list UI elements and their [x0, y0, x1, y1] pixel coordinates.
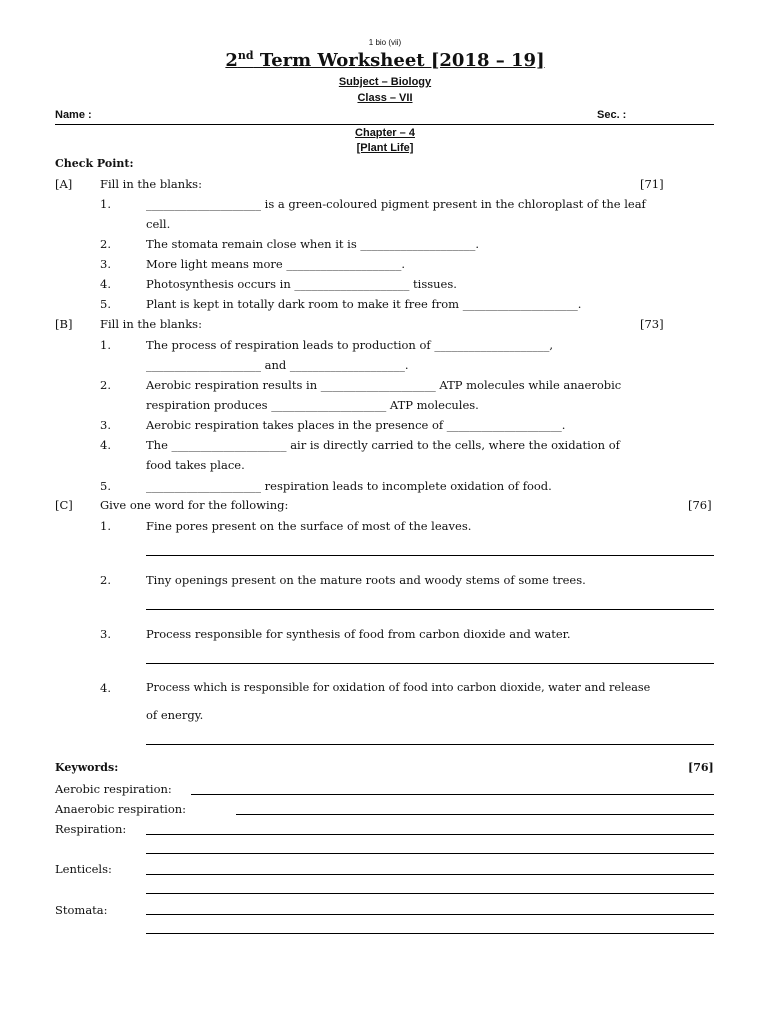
section-c-tag: [C] [55, 498, 73, 512]
list-item-text: More light means more ____________________. [146, 257, 406, 271]
answer-line [146, 933, 714, 934]
title-number: 2 [225, 50, 238, 71]
list-item-text: Plant is kept in totally dark room to make it free from ____________________. [146, 297, 582, 311]
section-b-tag: [B] [55, 317, 73, 331]
answer-line [146, 893, 714, 894]
answer-line [146, 555, 714, 556]
list-item-text: ____________________ respiration leads to incomplete oxidation of food. [146, 479, 552, 493]
list-item-text: Process responsible for synthesis of food from carbon dioxide and water. [146, 627, 571, 641]
page-title [0, 50, 770, 71]
list-item-number: 2. [100, 378, 111, 392]
keyword-respiration: Respiration: [55, 822, 127, 836]
list-item-number: 5. [100, 297, 111, 311]
list-item-text: Tiny openings present on the mature roots and woody stems of some trees. [146, 573, 586, 587]
header-divider [55, 124, 714, 125]
list-item-text: Process which is responsible for oxidation of food into carbon dioxide, water and release [146, 681, 651, 694]
keyword-lenticels: Lenticels: [55, 862, 112, 876]
list-item-text: respiration produces ____________________ ATP molecules. [146, 398, 479, 412]
list-item-text: cell. [146, 217, 171, 231]
list-item-number: 3. [100, 257, 111, 271]
list-item-text: Photosynthesis occurs in ____________________ tissues. [146, 277, 457, 291]
chapter-name: [Plant Life] [356, 142, 414, 154]
keyword-aerobic: Aerobic respiration: [55, 782, 172, 796]
list-item-text: food takes place. [146, 458, 245, 472]
list-item-text: Aerobic respiration takes places in the presence of ____________________. [146, 418, 566, 432]
keywords-heading: Keywords: [55, 761, 119, 774]
list-item-text: Fine pores present on the surface of most of the leaves. [146, 519, 472, 533]
answer-line [146, 874, 714, 875]
answer-line [146, 914, 714, 915]
section-a-marks: [71] [640, 177, 664, 191]
list-item-text: The ____________________ air is directly carried to the cells, where the oxidation of [146, 438, 620, 452]
list-item-number: 1. [100, 519, 111, 533]
keyword-anaerobic: Anaerobic respiration: [55, 802, 187, 816]
list-item-number: 3. [100, 627, 111, 641]
title-superscript: nd [237, 49, 254, 62]
keywords-marks: [76] [688, 761, 714, 774]
chapter-line: Chapter – 4 [355, 127, 415, 139]
checkpoint-label: Check Point: [55, 157, 134, 170]
section-a-heading: Fill in the blanks: [100, 177, 202, 191]
answer-line [146, 609, 714, 610]
title-text: Term Worksheet [2018 – 19] [253, 50, 545, 71]
answer-line [236, 814, 714, 815]
keyword-stomata: Stomata: [55, 903, 108, 917]
section-b-marks: [73] [640, 317, 664, 331]
section-label: Sec. : [597, 109, 627, 121]
page-code: 1 bio (vii) [368, 38, 402, 47]
section-c-heading: Give one word for the following: [100, 498, 289, 512]
list-item-number: 2. [100, 237, 111, 251]
list-item-number: 1. [100, 197, 111, 211]
subject-line: Subject – Biology [338, 76, 432, 88]
list-item-number: 4. [100, 277, 111, 291]
answer-line [146, 744, 714, 745]
list-item-text: ____________________ is a green-coloured pigment present in the chloroplast of the leaf [146, 197, 646, 211]
list-item-number: 2. [100, 573, 111, 587]
answer-line [146, 663, 714, 664]
answer-line [191, 794, 714, 795]
list-item-text: The process of respiration leads to production of ____________________, [146, 338, 553, 352]
answer-line [146, 834, 714, 835]
class-line: Class – VII [357, 92, 413, 104]
answer-line [146, 853, 714, 854]
list-item-number: 4. [100, 681, 111, 695]
list-item-text: of energy. [146, 708, 204, 722]
section-b-heading: Fill in the blanks: [100, 317, 202, 331]
list-item-number: 4. [100, 438, 111, 452]
list-item-text: Aerobic respiration results in ____________________ ATP molecules while anaerobic [146, 378, 622, 392]
list-item-number: 3. [100, 418, 111, 432]
list-item-text: ____________________ and ____________________. [146, 358, 409, 372]
list-item-number: 1. [100, 338, 111, 352]
name-label: Name : [55, 109, 92, 121]
section-a-tag: [A] [55, 177, 73, 191]
list-item-number: 5. [100, 479, 111, 493]
section-c-marks: [76] [688, 498, 712, 512]
list-item-text: The stomata remain close when it is ____________________. [146, 237, 480, 251]
